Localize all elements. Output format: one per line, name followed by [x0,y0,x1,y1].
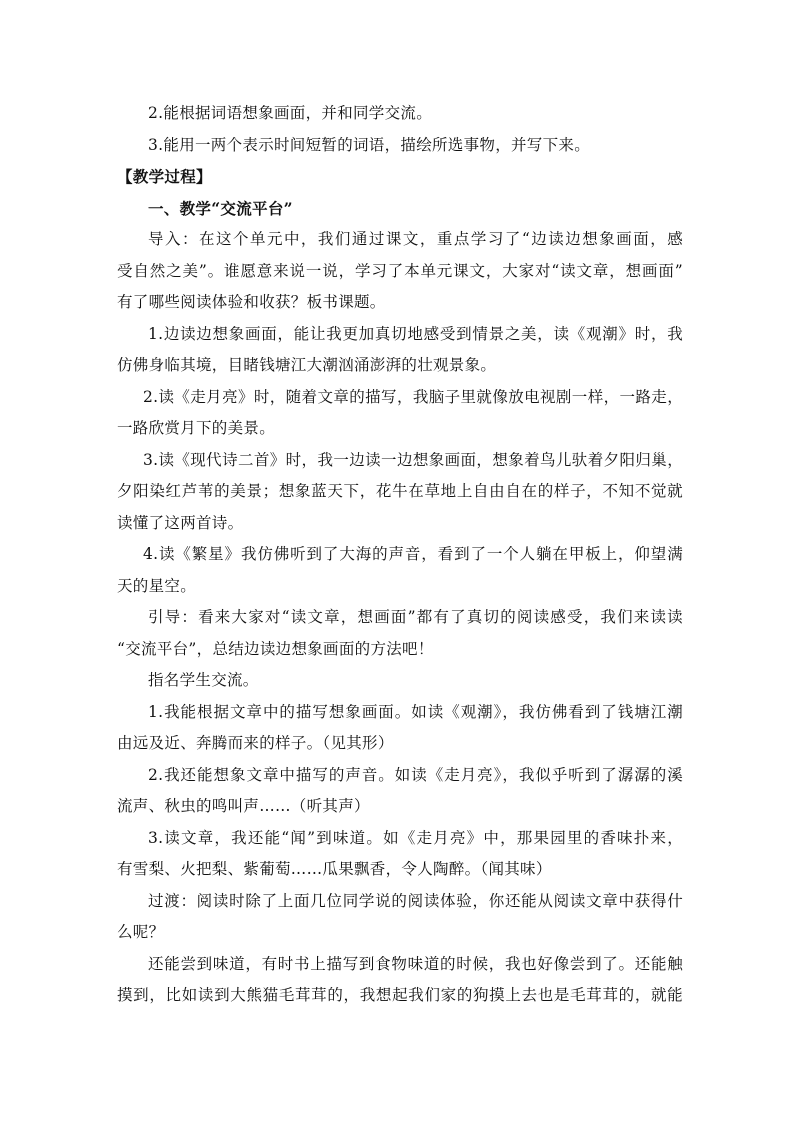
experience-line: 一路欣赏月下的美景。 [117,419,276,437]
experience-line: 读懂了这两首诗。 [117,513,244,532]
intro-line: 有了哪些阅读体验和收获？板书课题。 [117,293,386,311]
sub-heading: 一、教学“交流平台” [148,198,293,218]
call-students-line: 指名学生交流。 [148,671,259,689]
method-line: 流声、秋虫的鸣叫声……（听其声） [117,797,370,815]
guide-line: “交流平台”，总结边读边想象画面的方法吧！ [117,639,434,658]
method-line: 1.我能根据文章中的描写想象画面。如读《观潮》，我仿佛看到了钱塘江潮 [148,702,683,721]
experience-line: 仿佛身临其境，目睹钱塘江大潮汹涌澎湃的壮观景象。 [117,356,497,374]
transition-line: 么呢？ [117,923,165,941]
experience-line: 4.读《繁星》我仿佛听到了大海的声音，看到了一个人躺在甲板上，仰望满 [143,545,683,563]
goal-item-2: 2.能根据词语想象画面，并和同学交流。 [148,104,432,122]
method-line: 2.我还能想象文章中描写的声音。如读《走月亮》，我似乎听到了潺潺的溪 [148,765,683,784]
guide-line: 引导：看来大家对“读文章，想画面”都有了真切的阅读感受，我们来读读 [148,608,683,626]
method-line: 3.读文章，我还能“闻”到味道。如《走月亮》中，那果园里的香味扑来， [148,828,683,847]
answer-line: 摸到，比如读到大熊猫毛茸茸的，我想起我们家的狗摸上去也是毛茸茸的，就能 [117,986,683,1004]
goal-item-3: 3.能用一两个表示时间短暂的词语，描绘所选事物，并写下来。 [148,135,590,154]
section-heading: 【教学过程】 [117,167,212,186]
answer-line: 还能尝到味道，有时书上描写到食物味道的时候，我也好像尝到了。还能触 [148,954,683,973]
experience-line: 2.读《走月亮》时，随着文章的描写，我脑子里就像放电视剧一样，一路走， [143,387,683,406]
intro-line: 导入：在这个单元中，我们通过课文，重点学习了“边读边想象画面，感 [148,230,683,248]
experience-line: 天的星空。 [117,576,197,595]
intro-line: 受自然之美”。谁愿意来说一说，学习了本单元课文，大家对“读文章，想画面” [117,261,683,280]
document-body [117,98,683,1012]
experience-line: 1.边读边想象画面，能让我更加真切地感受到情景之美，读《观潮》时，我 [148,324,683,343]
experience-line: 夕阳染红芦苇的美景；想象蓝天下，花牛在草地上自由自在的样子，不知不觉就 [117,482,683,500]
transition-line: 过渡：阅读时除了上面几位同学说的阅读体验，你还能从阅读文章中获得什 [148,891,683,910]
experience-line: 3.读《现代诗二首》时，我一边读一边想象画面，想象着鸟儿驮着夕阳归巢， [143,450,683,469]
method-line: 由远及近、奔腾而来的样子。（见其形） [117,734,394,752]
method-line: 有雪梨、火把梨、紫葡萄……瓜果飘香，令人陶醉。（闻其味） [117,860,552,878]
